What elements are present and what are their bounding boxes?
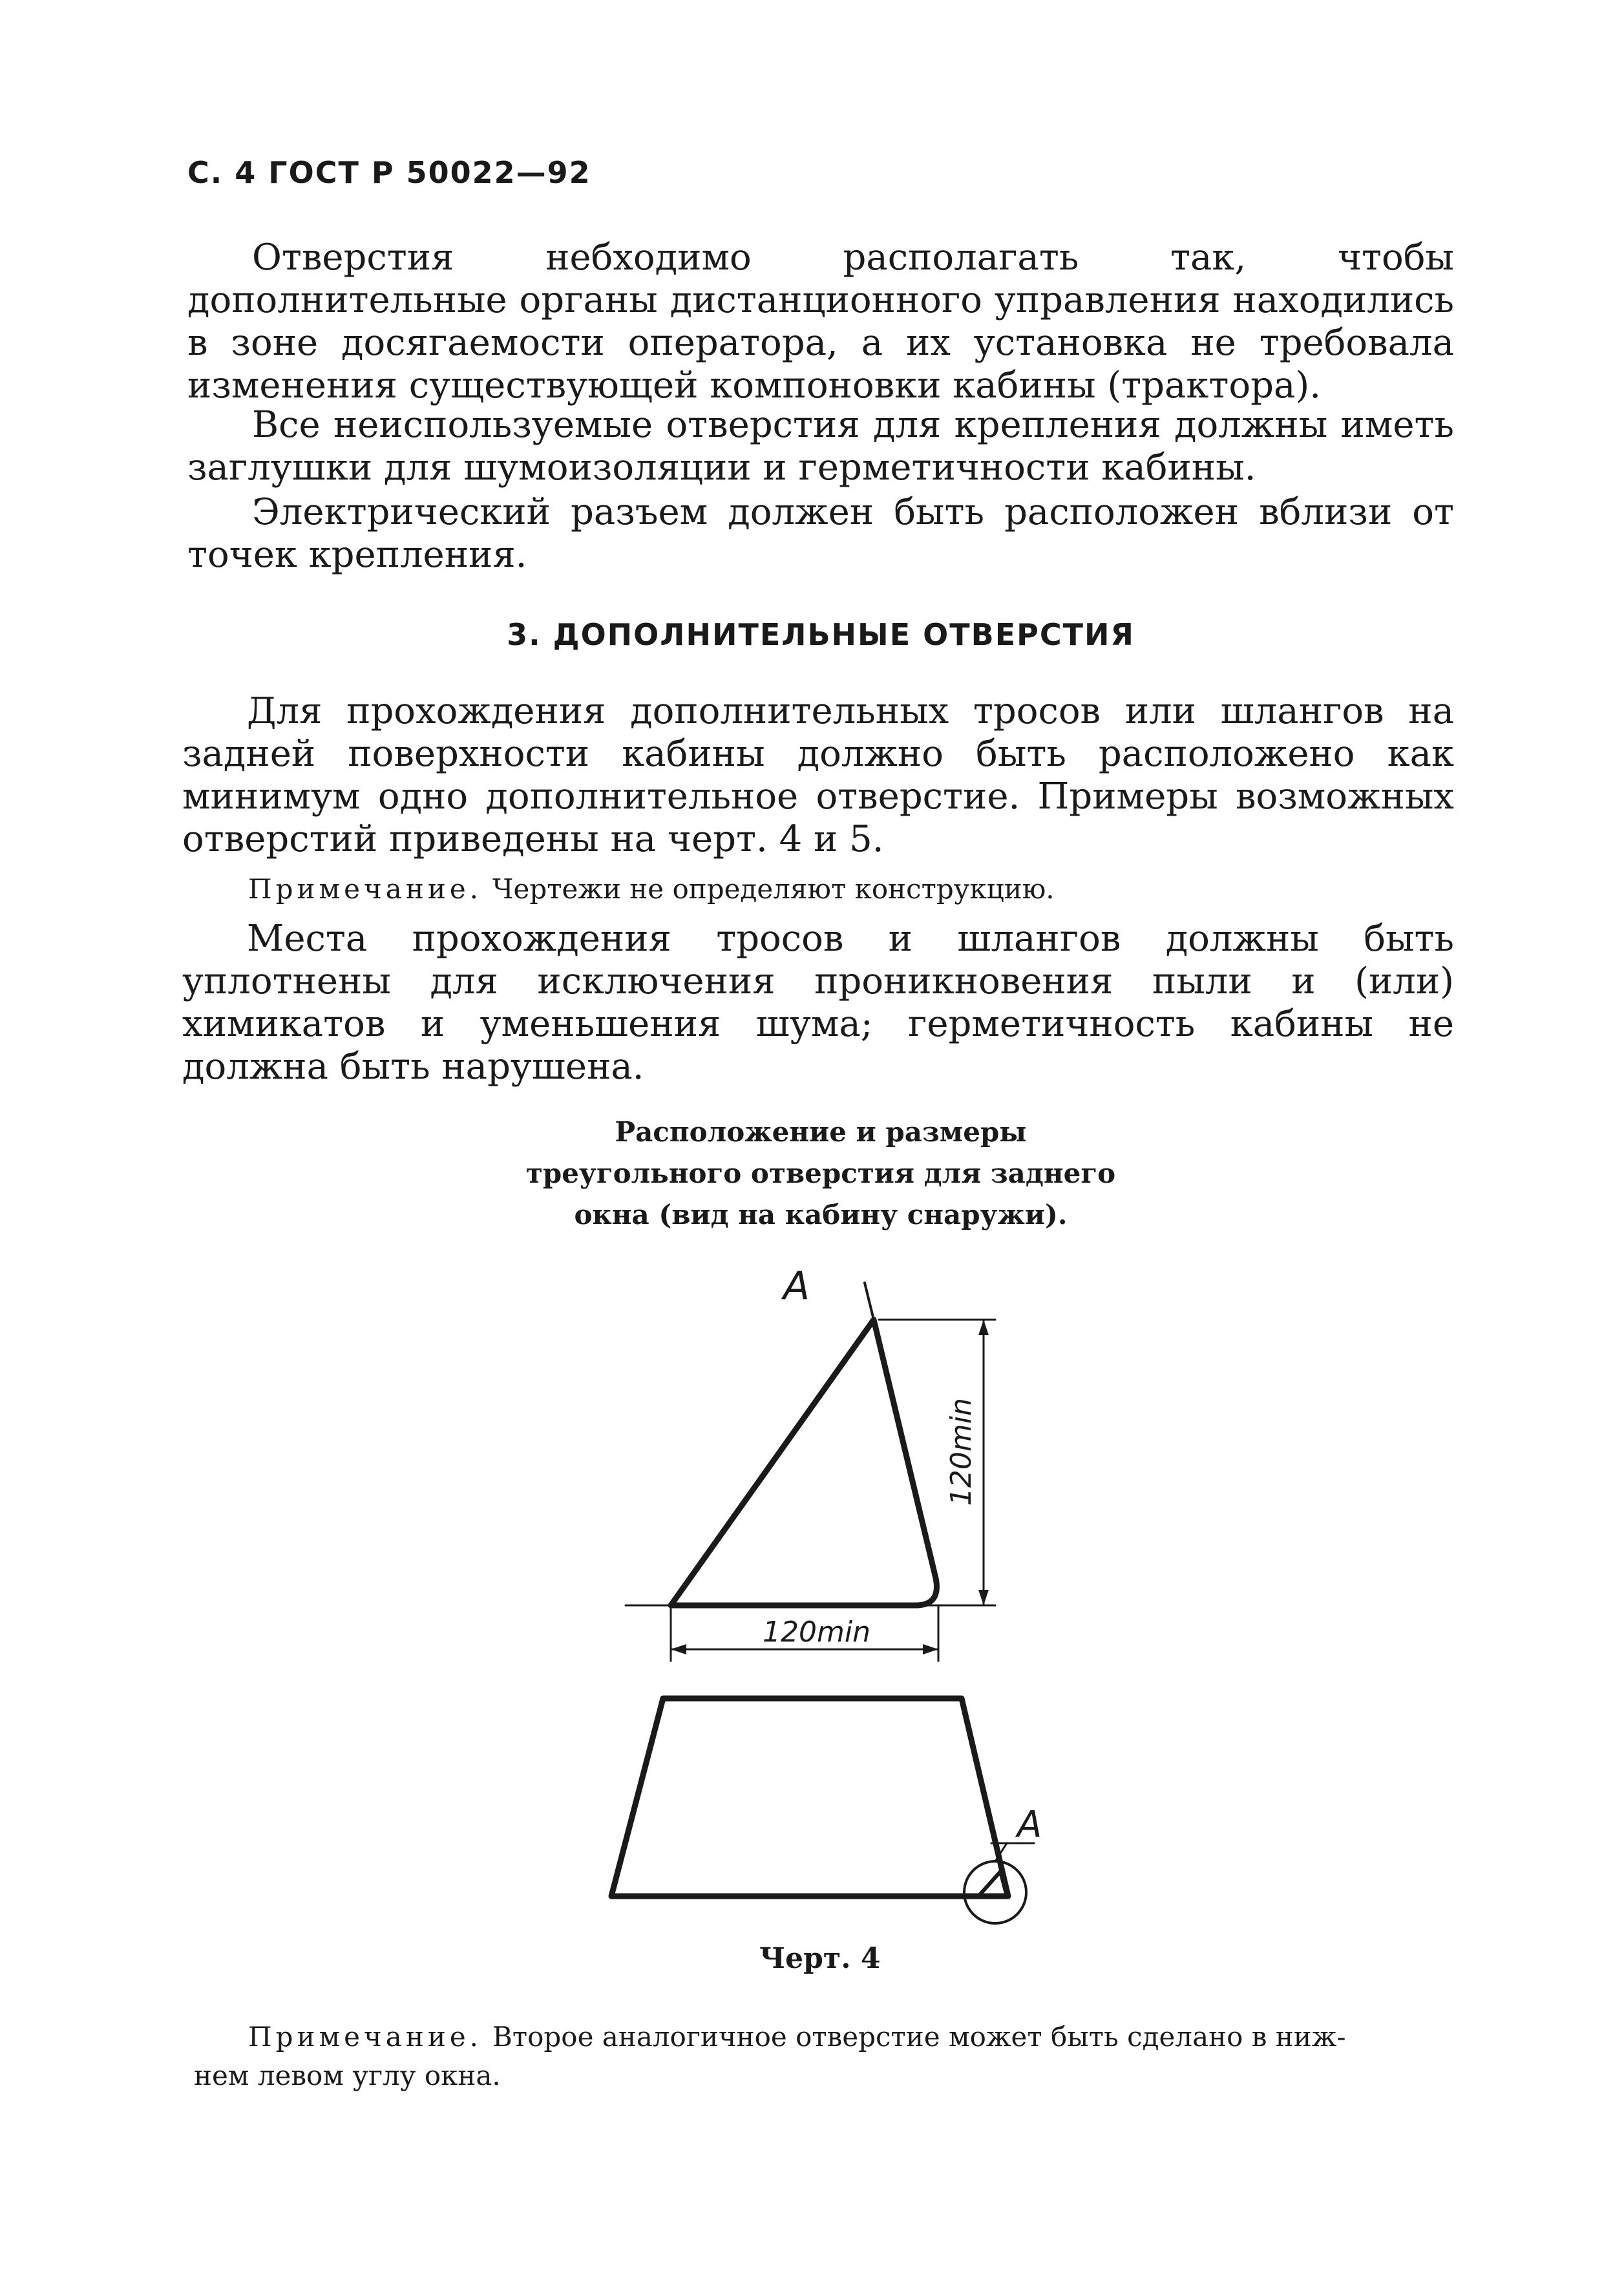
section-title: 3. ДОПОЛНИТЕЛЬНЫЕ ОТВЕРСТИЯ xyxy=(507,617,1135,652)
paragraph-electrical-connector: Электрический разъем должен быть расположен вблизи от точек крепления. xyxy=(187,491,1454,576)
paragraph-unused-holes: Все неиспользуемые отверстия для крепления должны иметь заглушки для шумоизоляции и герметичности кабины. xyxy=(187,404,1454,489)
detail-triangle xyxy=(978,1872,1007,1896)
window-outline xyxy=(611,1698,1008,1896)
figure-number: Черт. 4 xyxy=(759,1942,881,1975)
dimension-label-vertical: 120min xyxy=(945,1398,978,1506)
paragraph-holes-placement: Отверстия небходимо располагать так, чтобы дополнительные органы дистанционного управления находились в зоне досягаемости оператора, а их установка не требовала изменения существующей компоновки кабины (трактора). xyxy=(187,237,1454,407)
triangle-hole-outline xyxy=(671,1320,936,1605)
figure-caption-line: треугольного отверстия для заднего xyxy=(525,1157,1116,1189)
paragraph-sealing: Места прохождения тросов и шлангов должны быть уплотнены для исключения проникновения пыли и (или) химикатов и уменьшения шума; герметичность кабины не должна быть нарушена. xyxy=(182,918,1454,1088)
page-number: С. 4 xyxy=(187,155,257,190)
note-label: Примечание. xyxy=(248,2021,483,2053)
label-a-detail: A xyxy=(1017,1804,1042,1846)
note-text: Чертежи не определяют конструкцию. xyxy=(492,873,1055,905)
note-text: Второе аналогичное отверстие может быть сделано в ниж- xyxy=(492,2021,1346,2053)
note-label: Примечание. xyxy=(248,873,483,905)
note-second-hole xyxy=(194,2018,1457,2095)
detail-circle xyxy=(964,1861,1026,1923)
note-text-continuation: нем левом углу окна. xyxy=(194,2060,501,2091)
label-a-top: A xyxy=(783,1263,810,1309)
figure-caption-line: окна (вид на кабину снаружи). xyxy=(574,1199,1068,1231)
arrow-right xyxy=(923,1644,938,1654)
figure-caption-line: Расположение и размеры xyxy=(615,1116,1027,1148)
leader-line-a xyxy=(865,1283,874,1320)
paragraph-additional-holes: Для прохождения дополнительных тросов или шлангов на задней поверхности кабины должно быть расположено как минимум одно дополнительное отверстие. Примеры возможных отверстий приведены на черт. 4 и 5. xyxy=(182,690,1454,860)
arrow-down xyxy=(978,1590,989,1605)
dimension-label-horizontal: 120min xyxy=(763,1616,870,1649)
arrow-left xyxy=(671,1644,686,1654)
standard-number: ГОСТ Р 50022—92 xyxy=(268,155,591,190)
arrow-up xyxy=(978,1320,989,1335)
